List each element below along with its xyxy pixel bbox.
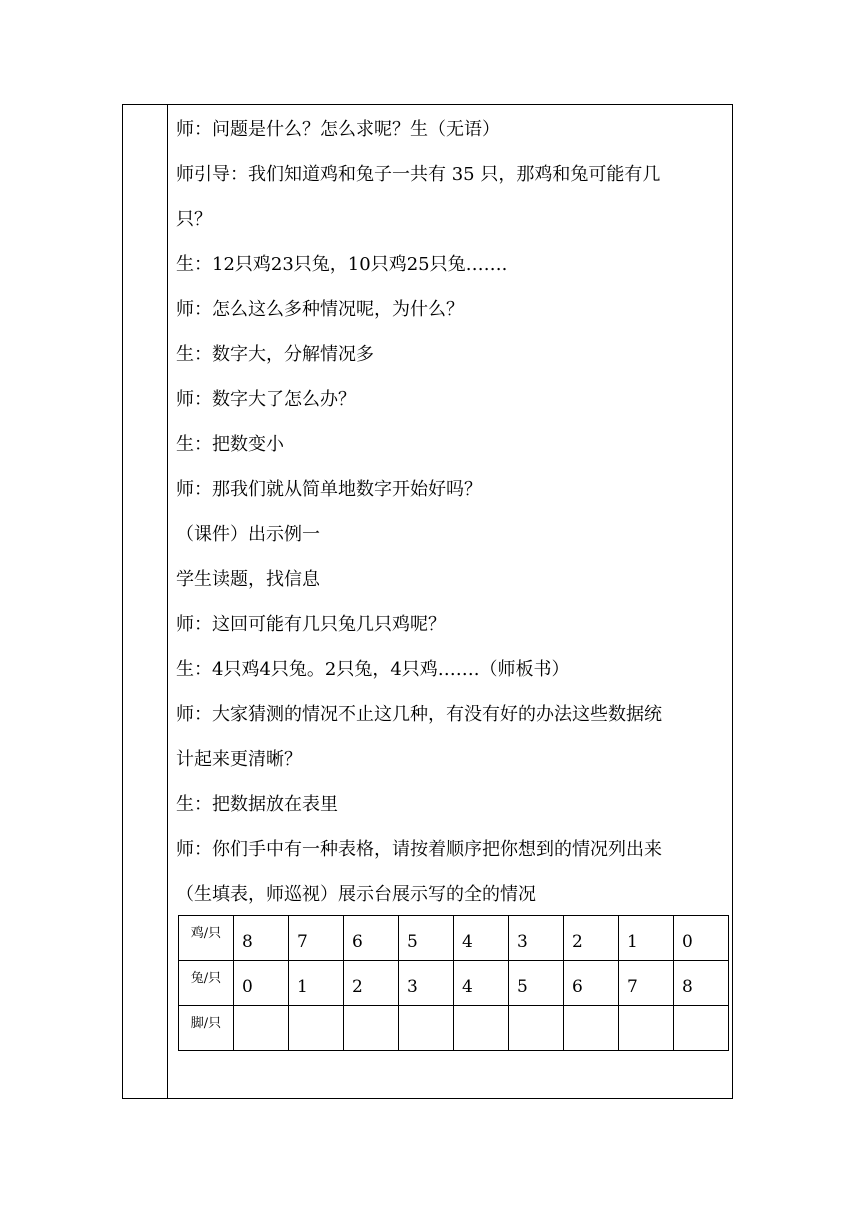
dialogue-line: （课件）出示例一: [176, 524, 320, 545]
table-cell: 3: [399, 961, 454, 1006]
table-cell-empty: [234, 1006, 289, 1051]
dialogue-line: 生：把数变小: [176, 434, 284, 455]
table-cell: 5: [399, 916, 454, 961]
dialogue-line: 生：数字大，分解情况多: [176, 344, 374, 365]
dialogue-line: 师：那我们就从简单地数字开始好吗？: [176, 479, 482, 500]
table-row-feet: [179, 1006, 729, 1051]
table-cell: 7: [619, 961, 674, 1006]
dialogue-line: 师：大家猜测的情况不止这几种，有没有好的办法这些数据统: [176, 704, 662, 725]
table-cell: 2: [564, 916, 619, 961]
dialogue-line: 师：数字大了怎么办？: [176, 389, 356, 410]
table-cell: 8: [674, 961, 729, 1006]
dialogue-line: 师：问题是什么？怎么求呢？生（无语）: [176, 119, 500, 140]
table-cell: 3: [509, 916, 564, 961]
table-row-chicken: [179, 916, 729, 961]
dialogue-line: 师：怎么这么多种情况呢，为什么？: [176, 299, 464, 320]
table-cell: 2: [344, 961, 399, 1006]
dialogue-line: 生：12只鸡23只兔，10只鸡25只兔…….: [176, 254, 508, 275]
table-cell: 0: [674, 916, 729, 961]
table-cell: 7: [289, 916, 344, 961]
dialogue-line: 生：把数据放在表里: [176, 794, 338, 815]
dialogue-line: （生填表，师巡视）展示台展示写的全的情况: [176, 884, 536, 905]
table-cell-empty: [509, 1006, 564, 1051]
table-cell: 8: [234, 916, 289, 961]
lesson-table: [122, 104, 733, 1099]
table-cell-empty: [289, 1006, 344, 1051]
table-cell-empty: [454, 1006, 509, 1051]
dialogue-line: 师：你们手中有一种表格，请按着顺序把你想到的情况列出来: [176, 839, 662, 860]
table-row-rabbit: [179, 961, 729, 1006]
table-cell: 1: [289, 961, 344, 1006]
table-cell: 4: [454, 916, 509, 961]
table-cell-empty: [674, 1006, 729, 1051]
chicken-rabbit-table: [178, 915, 729, 1051]
table-cell: 5: [509, 961, 564, 1006]
table-cell: 6: [344, 916, 399, 961]
table-cell: 0: [234, 961, 289, 1006]
lesson-content: [176, 107, 728, 917]
table-cell: 4: [454, 961, 509, 1006]
row-header-feet: 脚/只: [179, 1006, 234, 1051]
table-cell-empty: [399, 1006, 454, 1051]
table-cell-empty: [344, 1006, 399, 1051]
table-cell-empty: [619, 1006, 674, 1051]
dialogue-line: 计起来更清晰？: [176, 749, 302, 770]
dialogue-line: 学生读题，找信息: [176, 569, 320, 590]
table-cell: 1: [619, 916, 674, 961]
dialogue-line: 生：4只鸡4只兔。2只兔，4只鸡…….（师板书）: [176, 659, 570, 680]
row-header-chicken: 鸡/只: [179, 916, 234, 961]
dialogue-line: 师引导：我们知道鸡和兔子一共有 35 只，那鸡和兔可能有几: [176, 164, 661, 185]
left-column: [123, 105, 168, 1098]
dialogue-line: 师：这回可能有几只兔几只鸡呢？: [176, 614, 446, 635]
row-header-rabbit: 兔/只: [179, 961, 234, 1006]
dialogue-line: 只？: [176, 209, 212, 230]
table-cell-empty: [564, 1006, 619, 1051]
table-cell: 6: [564, 961, 619, 1006]
